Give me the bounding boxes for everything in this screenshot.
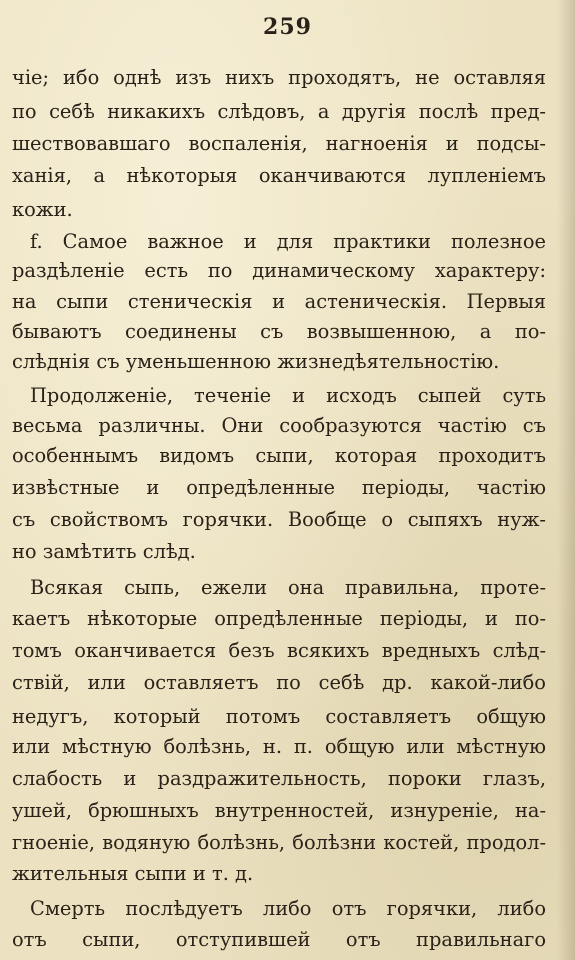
page-edge-shadow (557, 0, 575, 960)
text-line: ушей, брюшныхъ внутренностей, изнуреніе, на- (12, 799, 546, 822)
text-line: слабость и раздражительность, пороки глазъ, (12, 767, 546, 790)
text-line: Смерть послѣдуетъ либо отъ горячки, либо (30, 897, 546, 920)
text-line: недугъ, который потомъ составляетъ общую (12, 705, 546, 728)
text-line: на сыпи стеническія и астеническія. Первыя (12, 290, 546, 313)
text-line: ствій, или оставляетъ по себѣ др. какой-либо (12, 671, 546, 694)
text-line: ханія, а нѣкоторыя оканчиваются лупленіемъ (12, 164, 546, 187)
text-line: извѣстные и опредѣленные періоды, частію (12, 476, 546, 499)
text-line: съ свойствомъ горячки. Вообще о сыпяхъ нуж- (12, 508, 546, 531)
text-line: гноеніе, водяную болѣзнь, болѣзни костей, продол- (12, 831, 546, 854)
text-line: Всякая сыпь, ежели она правильна, проте- (30, 576, 546, 599)
text-line: или мѣстную болѣзнь, н. п. общую или мѣстную (12, 735, 546, 758)
text-line: но замѣтить слѣд. (12, 540, 196, 563)
text-line: весьма различны. Они сообразуются частію съ (12, 414, 546, 437)
text-line: особеннымъ видомъ сыпи, которая проходитъ (12, 444, 546, 467)
text-line: шествовавшаго воспаленія, нагноенія и подсы- (12, 132, 546, 155)
text-line: раздѣленіе есть по динамическому характеру: (12, 259, 546, 282)
text-line: Продолженіе, теченіе и исходъ сыпей суть (30, 384, 546, 407)
text-line: по себѣ никакихъ слѣдовъ, а другія послѣ пред- (12, 100, 546, 123)
text-line: томъ оканчивается безъ всякихъ вредныхъ слѣд- (12, 639, 546, 662)
text-line: бываютъ соединены съ возвышенною, а по- (12, 320, 546, 343)
text-line: каетъ нѣкоторые опредѣленные періоды, и по- (12, 607, 546, 630)
text-line: слѣднія съ уменьшенною жизнедѣятельностію. (12, 350, 500, 373)
text-line: кожи. (12, 198, 73, 221)
page-number: 259 (263, 14, 312, 40)
text-line: отъ сыпи, отступившей отъ правильнаго (12, 928, 546, 951)
text-line: жительныя сыпи и т. д. (12, 862, 254, 885)
text-line: чіе; ибо однѣ изъ нихъ проходятъ, не оставляя (12, 66, 546, 89)
text-line: f. Самое важное и для практики полезное (30, 230, 546, 253)
